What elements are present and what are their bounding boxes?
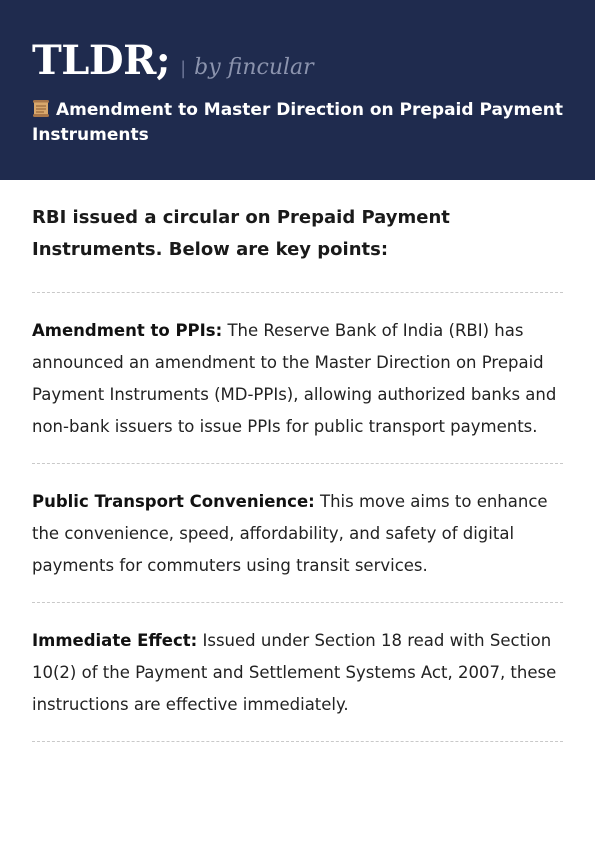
key-point-text: The Reserve Bank of India (RBI) has announced an amendment to the Master Direction on Prepaid Payment Instruments (MD-PPIs), allowing authorized banks and non-bank issuers to issue PPIs for public transport payments. (32, 321, 557, 436)
main-content (0, 180, 595, 742)
brand-row (32, 38, 563, 88)
page-title (32, 98, 563, 148)
divider (32, 741, 563, 742)
brand-separator: | (180, 58, 187, 79)
intro-text: RBI issued a circular on Prepaid Payment Instruments. Below are key points: (32, 207, 450, 260)
page-title-text: Amendment to Master Direction on Prepaid Payment Instruments (32, 100, 563, 145)
header-banner (0, 0, 595, 180)
key-point (32, 293, 563, 463)
key-point-text: This move aims to enhance the convenience, speed, affordability, and safety of digital payments for commuters using transit services. (32, 492, 548, 575)
scroll-icon (32, 100, 50, 117)
brand-title: TLDR; (32, 37, 171, 84)
key-point-label: Public Transport Convenience: (32, 492, 315, 511)
brand-byline: by fincular (194, 55, 314, 80)
key-point (32, 464, 563, 602)
key-point-text: Issued under Section 18 read with Section 10(2) of the Payment and Settlement Systems Act, 2007, these instructions are effective immediately. (32, 631, 557, 714)
key-point-label: Amendment to PPIs: (32, 321, 223, 340)
key-point-label: Immediate Effect: (32, 631, 198, 650)
key-point (32, 603, 563, 741)
